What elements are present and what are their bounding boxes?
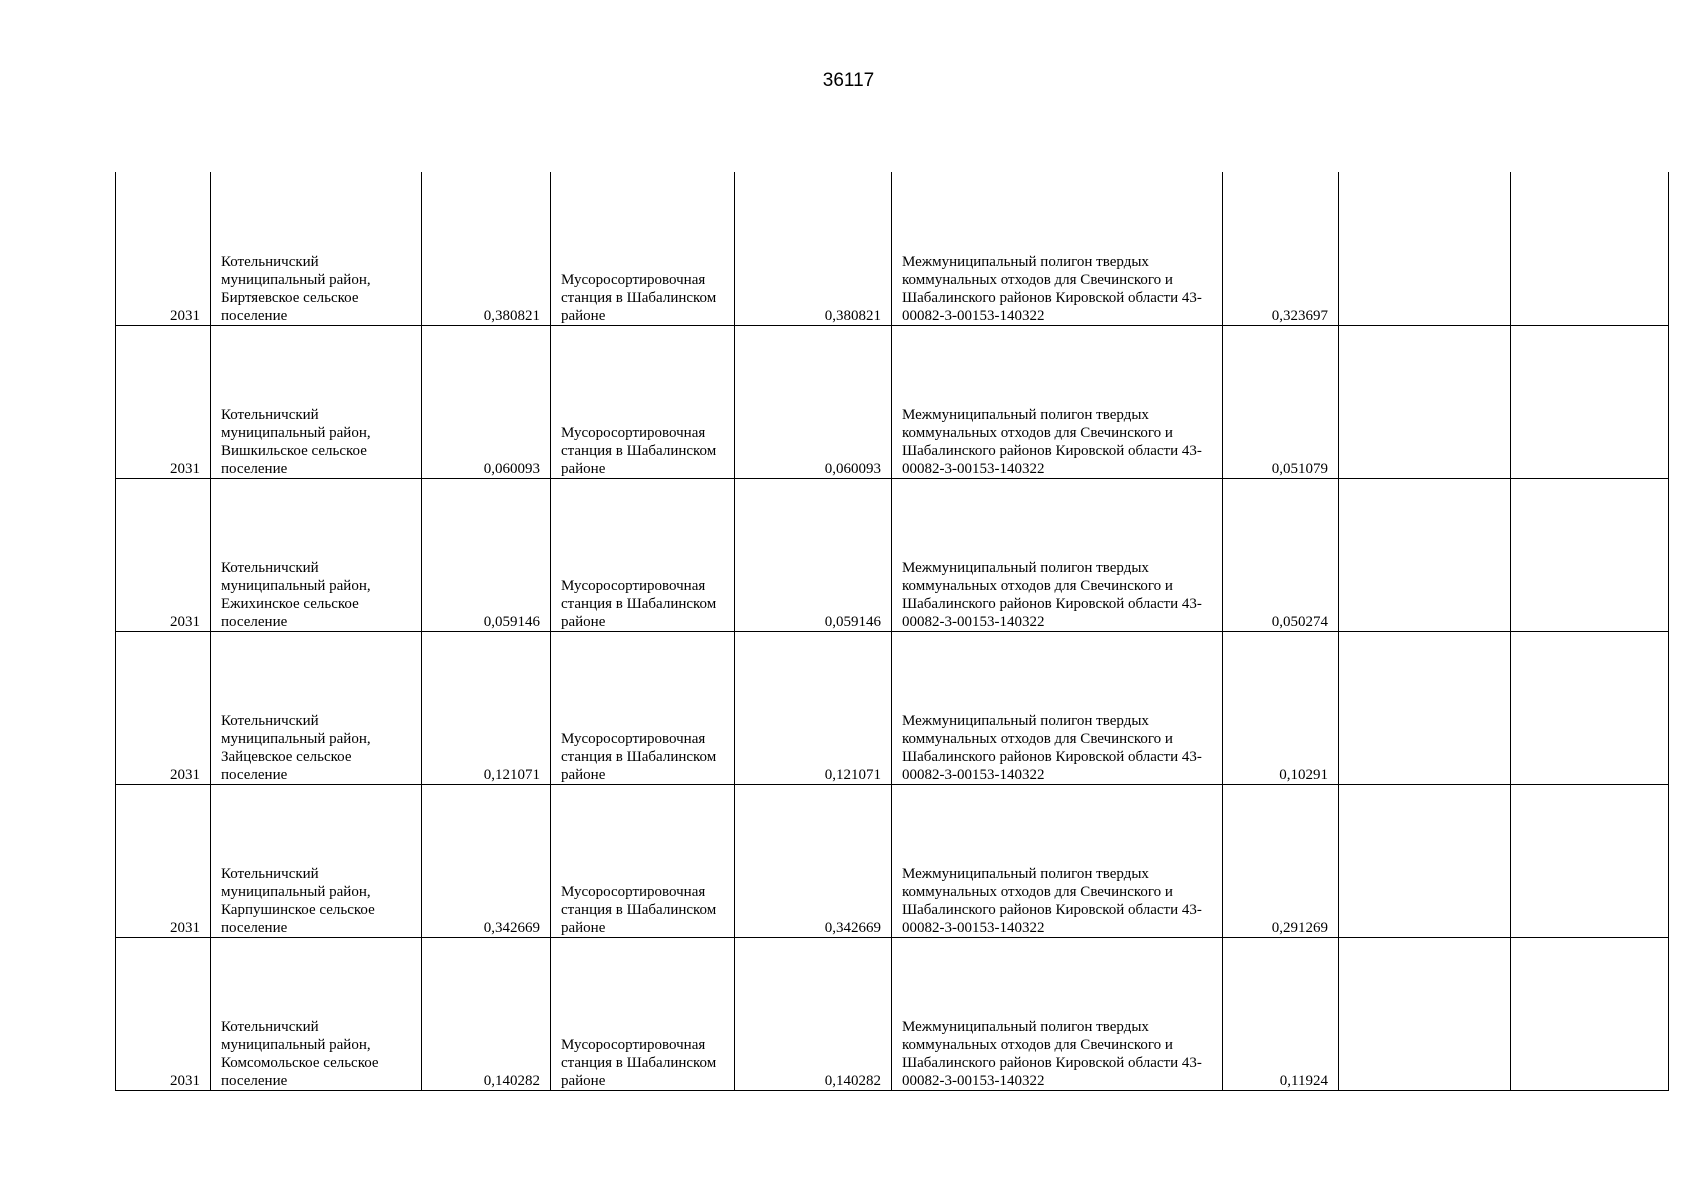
year-cell: 2031: [116, 784, 211, 937]
source-cell: Котельничский муниципальный район, Комсомольское сельское поселение: [211, 937, 422, 1090]
table-row: [116, 172, 1669, 325]
extra-cell-1: [1339, 784, 1511, 937]
amount-facility-cell: 0,342669: [735, 784, 892, 937]
amount-facility-cell: 0,059146: [735, 478, 892, 631]
amount-destination-cell: 0,10291: [1223, 631, 1339, 784]
amount-destination-cell: 0,050274: [1223, 478, 1339, 631]
amount-facility-cell: 0,121071: [735, 631, 892, 784]
table-row: [116, 784, 1669, 937]
source-cell: Котельничский муниципальный район, Зайцевское сельское поселение: [211, 631, 422, 784]
amount-facility-cell: 0,140282: [735, 937, 892, 1090]
year-cell: 2031: [116, 631, 211, 784]
source-cell: Котельничский муниципальный район, Вишкильское сельское поселение: [211, 325, 422, 478]
year-cell: 2031: [116, 478, 211, 631]
amount-destination-cell: 0,11924: [1223, 937, 1339, 1090]
amount-destination-cell: 0,323697: [1223, 172, 1339, 325]
facility-cell: Мусоросортировочная станция в Шабалинском районе: [551, 937, 735, 1090]
extra-cell-2: [1511, 325, 1669, 478]
amount-facility-cell: 0,380821: [735, 172, 892, 325]
destination-cell: Межмуниципальный полигон твердых коммунальных отходов для Свечинского и Шабалинского районов Кировской области 43-00082-3-00153-140322: [892, 937, 1223, 1090]
destination-cell: Межмуниципальный полигон твердых коммунальных отходов для Свечинского и Шабалинского районов Кировской области 43-00082-3-00153-140322: [892, 172, 1223, 325]
table-row: [116, 937, 1669, 1090]
extra-cell-1: [1339, 631, 1511, 784]
amount-destination-cell: 0,291269: [1223, 784, 1339, 937]
amount-destination-cell: 0,051079: [1223, 325, 1339, 478]
amount-source-cell: 0,342669: [422, 784, 551, 937]
source-cell: Котельничский муниципальный район, Ежихинское сельское поселение: [211, 478, 422, 631]
table-row: [116, 478, 1669, 631]
extra-cell-2: [1511, 937, 1669, 1090]
facility-cell: Мусоросортировочная станция в Шабалинском районе: [551, 172, 735, 325]
amount-source-cell: 0,140282: [422, 937, 551, 1090]
table-row: [116, 325, 1669, 478]
table-row: [116, 631, 1669, 784]
extra-cell-2: [1511, 172, 1669, 325]
extra-cell-2: [1511, 784, 1669, 937]
amount-source-cell: 0,059146: [422, 478, 551, 631]
extra-cell-1: [1339, 478, 1511, 631]
amount-facility-cell: 0,060093: [735, 325, 892, 478]
year-cell: 2031: [116, 325, 211, 478]
destination-cell: Межмуниципальный полигон твердых коммунальных отходов для Свечинского и Шабалинского районов Кировской области 43-00082-3-00153-140322: [892, 784, 1223, 937]
extra-cell-2: [1511, 478, 1669, 631]
year-cell: 2031: [116, 937, 211, 1090]
amount-source-cell: 0,380821: [422, 172, 551, 325]
year-cell: 2031: [116, 172, 211, 325]
destination-cell: Межмуниципальный полигон твердых коммунальных отходов для Свечинского и Шабалинского районов Кировской области 43-00082-3-00153-140322: [892, 631, 1223, 784]
facility-cell: Мусоросортировочная станция в Шабалинском районе: [551, 631, 735, 784]
facility-cell: Мусоросортировочная станция в Шабалинском районе: [551, 325, 735, 478]
page-number: 36117: [822, 70, 875, 91]
extra-cell-1: [1339, 937, 1511, 1090]
extra-cell-2: [1511, 631, 1669, 784]
facility-cell: Мусоросортировочная станция в Шабалинском районе: [551, 784, 735, 937]
amount-source-cell: 0,060093: [422, 325, 551, 478]
destination-cell: Межмуниципальный полигон твердых коммунальных отходов для Свечинского и Шабалинского районов Кировской области 43-00082-3-00153-140322: [892, 325, 1223, 478]
waste-flow-table: [115, 172, 1669, 1091]
amount-source-cell: 0,121071: [422, 631, 551, 784]
extra-cell-1: [1339, 172, 1511, 325]
source-cell: Котельничский муниципальный район, Карпушинское сельское поселение: [211, 784, 422, 937]
extra-cell-1: [1339, 325, 1511, 478]
facility-cell: Мусоросортировочная станция в Шабалинском районе: [551, 478, 735, 631]
source-cell: Котельничский муниципальный район, Биртяевское сельское поселение: [211, 172, 422, 325]
destination-cell: Межмуниципальный полигон твердых коммунальных отходов для Свечинского и Шабалинского районов Кировской области 43-00082-3-00153-140322: [892, 478, 1223, 631]
